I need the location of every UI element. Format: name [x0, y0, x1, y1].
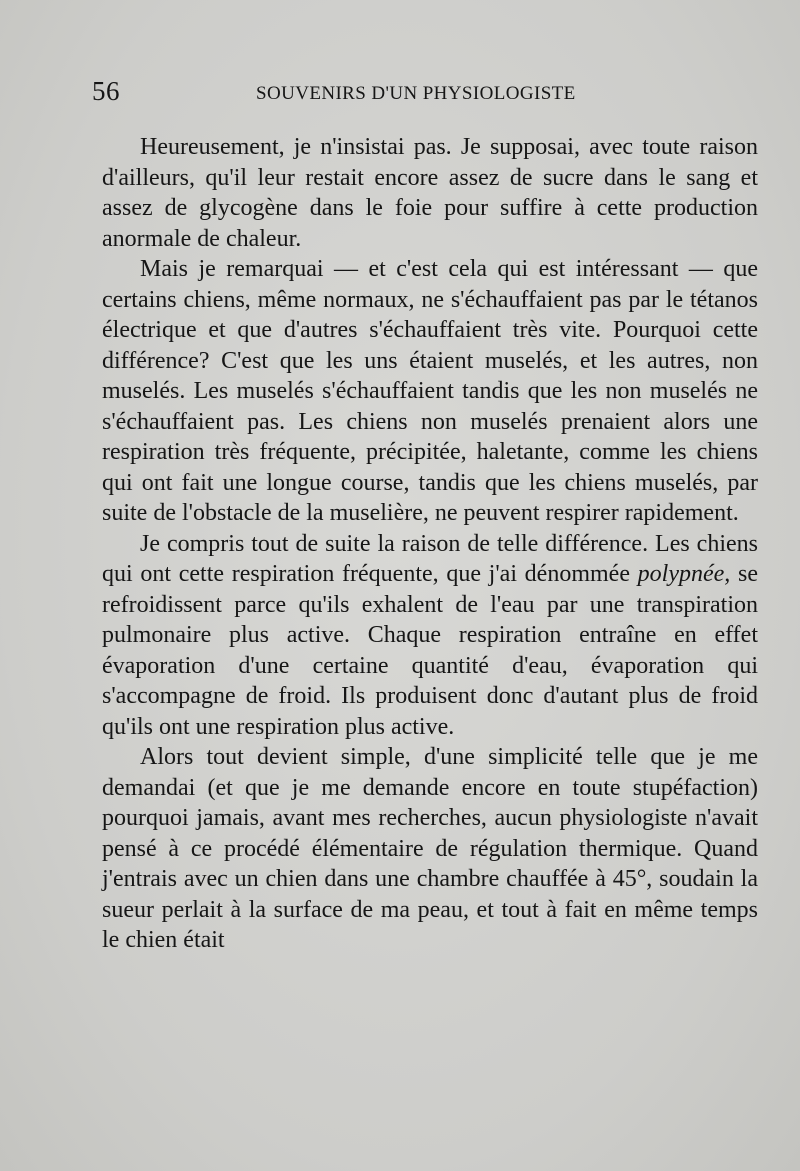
paragraph	[102, 254, 758, 529]
paragraph-text: Mais je remarquai — et c'est cela qui est intéressant — que certains chiens, même normaux, ne s'échauffaient pas par le tétanos électrique et que d'autres s'échauffaient très vite. Pourquoi cette différence? C'est que les uns étaient muselés, et les autres, non muselés. Les muselés s'échauffaient tandis que les non muselés ne s'échauffaient pas. Les chiens non muselés prenaient alors une respiration très fréquente, précipitée, haletante, comme les chiens qui ont fait une longue course, tandis que les chiens muselés, par suite de l'obstacle de la muselière, ne peuvent respirer rapidement.	[102, 256, 758, 526]
paragraph-text: Alors tout devient simple, d'une simplicité telle que je me demandai (et que je me demande encore en toute stupéfaction) pourquoi jamais, avant mes recherches, aucun physiologiste n'avait pensé à ce procédé élémentaire de régulation thermique. Quand j'entrais avec un chien dans une chambre chauffée à 45°, soudain la sueur perlait à la surface de ma peau, et tout à fait en même temps le chien était	[102, 744, 758, 953]
paragraph-text: Je compris tout de suite la raison de telle différence. Les chiens qui ont cette respiration fréquente, que j'ai dénommée	[102, 530, 758, 587]
paragraph-text: se refroidissent parce qu'ils exhalent de l'eau par une transpiration pulmonaire plus active. Chaque respiration entraîne en effet évaporation d'une certaine quantité d'eau, évaporation qui s'accompagne de froid. Ils produisent donc d'autant plus de froid qu'ils ont une respiration plus active.	[102, 561, 758, 740]
running-title: SOUVENIRS D'UN PHYSIOLOGISTE	[256, 83, 576, 104]
body-text	[102, 132, 758, 956]
paragraph	[102, 742, 758, 956]
page-number: 56	[92, 76, 120, 106]
paragraph-text: Heureusement, je n'insistai pas. Je supposai, avec toute raison d'ailleurs, qu'il leur restait encore assez de sucre dans le sang et assez de glycogène dans le foie pour suffire à cette production anormale de chaleur.	[102, 134, 758, 252]
italic-term: polypnée,	[637, 561, 731, 587]
paragraph	[102, 132, 758, 254]
page-header	[92, 76, 752, 110]
paragraph	[102, 529, 758, 743]
